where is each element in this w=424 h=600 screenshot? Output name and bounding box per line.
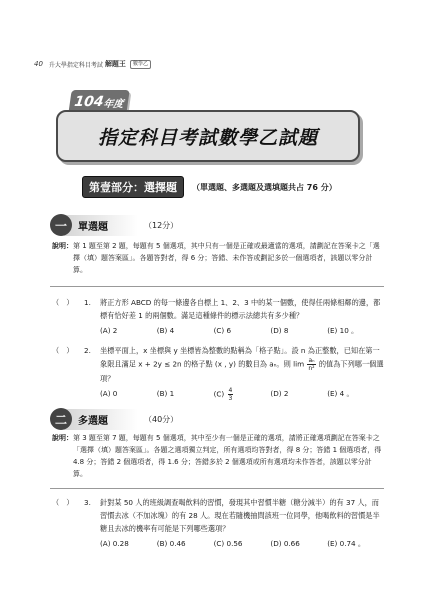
group2-points: （40分） [144, 414, 179, 424]
instr-text: 第 3 題至第 7 題，每題有 5 個選項，其中至少有一個是正確的選項，請將正確選項劃記在答案卡之「選擇（填）題答案區」。各題之選項獨立判定，所有選項均答對者，得 8 分；答錯 1 個選項者，得 4.8 分；答錯 2 個選項者，得 1.6 分；答錯多於 2 個選項或所有選項均未作答者，該題以零分計算。 [73, 434, 382, 478]
book-title: 升大學指定科目考試 [48, 61, 103, 69]
option-e: (E) 10 。 [327, 326, 359, 335]
option-c: (C) 0.56 [213, 539, 243, 548]
year-suffix: 年度 [102, 98, 125, 110]
question-number: 2. [84, 346, 91, 355]
group2-label: 多選題 [64, 409, 138, 430]
option-c-label: (C) [213, 389, 225, 399]
instr-label: 說明： [52, 434, 73, 442]
section1-label: 第壹部分：選擇題 [82, 176, 184, 198]
answer-blank: （ ） [52, 498, 74, 507]
answer-blank: （ ） [52, 346, 74, 355]
instr-text: 第 1 題至第 2 題，每題有 5 個選項，其中只有一個是正確或最適當的選項，請劃記在答案卡之「選擇（填）題答案區」。各題答對者，得 6 分；答錯、未作答或劃記多於一個選項者，該題以零分計算。 [73, 242, 380, 274]
options-row [100, 537, 384, 550]
instr-label: 說明： [52, 242, 73, 250]
question-number: 3. [84, 498, 91, 507]
options-row [100, 324, 384, 337]
page-header [34, 58, 151, 70]
option-a: (A) 0 [100, 389, 118, 398]
option-e: (E) 4 。 [327, 389, 354, 398]
group1-label: 單選題 [64, 215, 138, 236]
option-a: (A) 0.28 [100, 539, 129, 548]
book-title-strong: 解題王 [104, 60, 126, 68]
options-row [100, 387, 384, 402]
question-number: 1. [84, 298, 91, 307]
fraction-denominator: 3 [228, 395, 233, 402]
group2-header [50, 408, 178, 430]
question-stem: 針對某 50 人的班級調查喝飲料的習慣，發現其中習慣半糖（糖分減半）的有 37 人，而習慣去冰（不加冰塊）的有 28 人。現在若隨機抽問該班一位同學，他喝飲料的習慣是半糖且去冰的機率有可能是下列哪些選項？ [100, 498, 380, 533]
option-c [214, 387, 271, 402]
question-stem: 將正方形 ABCD 的每一條邊各自標上 1、2、3 中的某一個數，使得任兩條相鄰的邊，都標有恰好差 1 的兩個數。滿足這種條件的標示法總共有多少種？ [100, 298, 381, 320]
option-d: (D) 8 [270, 326, 289, 335]
limit-fraction [307, 357, 315, 372]
year-number: 104 [73, 94, 105, 110]
stem-part-b: 的值為下列哪一個選項？ [100, 359, 384, 383]
book-tag: 數學乙 [130, 60, 151, 69]
option-d: (D) 0.66 [270, 539, 300, 548]
fraction-denominator: n² [308, 365, 315, 372]
page-number: 40 [34, 60, 43, 68]
option-b: (B) 1 [156, 389, 175, 398]
option-b: (B) 0.46 [156, 539, 186, 548]
question-1 [52, 296, 384, 337]
stem-part-a: 坐標平面上，x 坐標與 y 坐標皆為整數的點稱為「格子點」。設 n 為正整數，已知在第一象限且滿足 x + 2y ≤ 2n 的格子點 (x , y) 的數目為 aₙ。則 lim [100, 346, 380, 369]
divider [50, 488, 384, 489]
question-2 [52, 344, 384, 402]
section1-header [82, 176, 337, 198]
exam-title: 指定科目考試數學乙試題 [56, 110, 360, 162]
fraction-numerator: 4 [228, 387, 233, 394]
section1-note: （單選題、多選題及選填題共占 76 分） [192, 182, 337, 192]
option-c-fraction [228, 387, 234, 402]
group2-number: 二 [50, 408, 72, 430]
question-stem [100, 344, 384, 385]
group2-instructions [52, 432, 382, 480]
fraction-numerator: aₙ [308, 357, 315, 364]
question-3 [52, 496, 384, 550]
group1-header [50, 214, 178, 236]
option-b: (B) 4 [156, 326, 175, 335]
answer-blank: （ ） [52, 298, 74, 307]
option-c: (C) 6 [213, 326, 232, 335]
group1-instructions [52, 240, 382, 276]
divider [50, 286, 384, 287]
option-a: (A) 2 [100, 326, 118, 335]
option-e: (E) 0.74 。 [327, 539, 366, 548]
option-d: (D) 2 [270, 389, 289, 398]
group1-points: （12分） [144, 220, 179, 230]
group1-number: 一 [50, 214, 72, 236]
